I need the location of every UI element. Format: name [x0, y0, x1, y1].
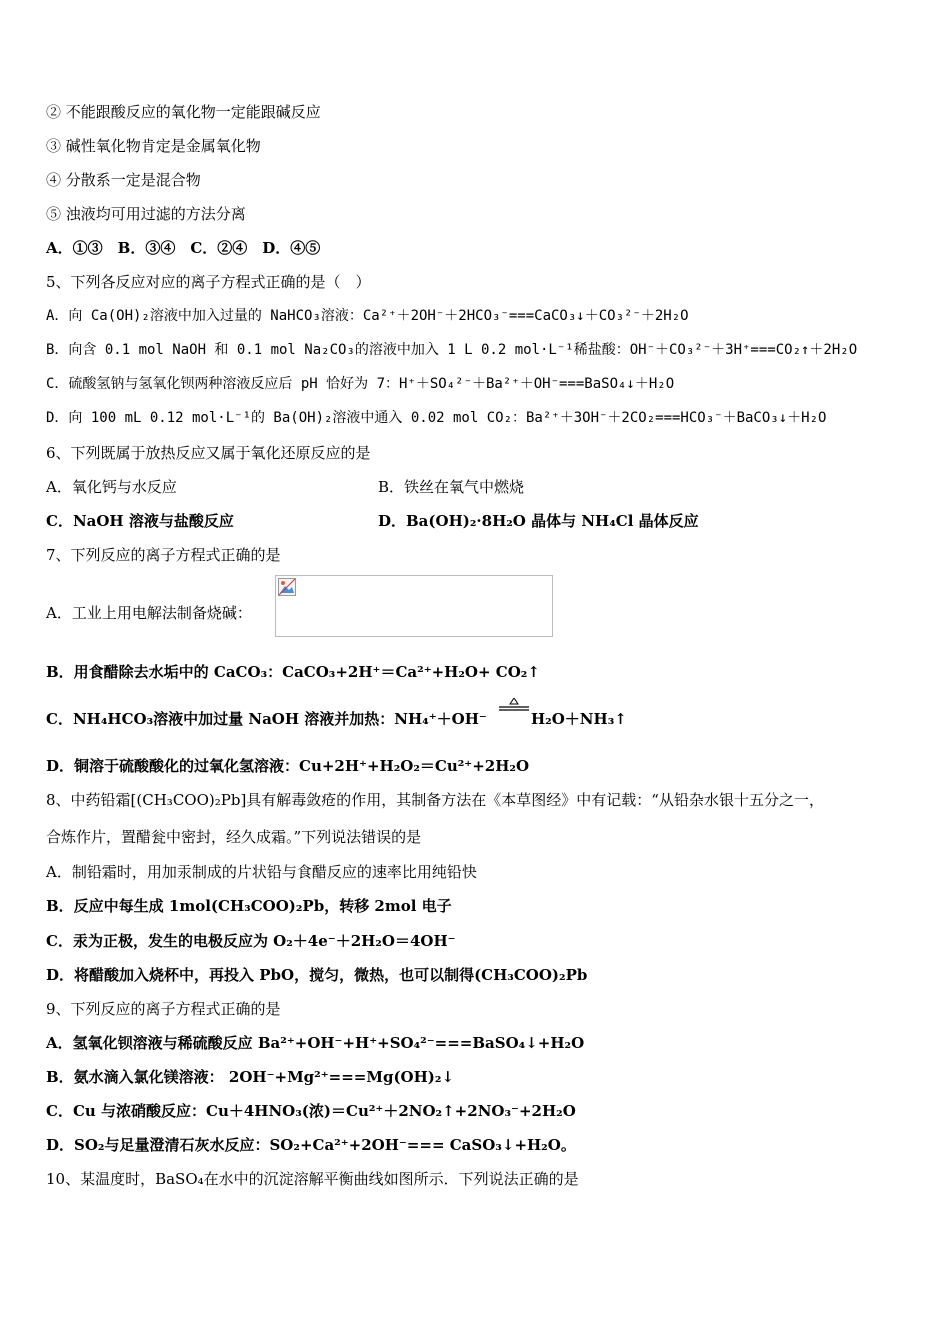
equation-image-placeholder [275, 575, 553, 637]
q9-option-c: C．Cu 与浓硝酸反应：Cu＋4HNO₃(浓)＝Cu²⁺＋2NO₂↑+2NO₃⁻+2H₂O [46, 1102, 576, 1120]
question-5: 5、下列各反应对应的离子方程式正确的是（ ） [46, 273, 371, 291]
q7-option-c-left: C．NH₄HCO₃溶液中加过量 NaOH 溶液并加热：NH₄⁺＋OH⁻ [46, 710, 487, 728]
q5-option-d: D．向 100 mL 0.12 mol·L⁻¹的 Ba(OH)₂溶液中通入 0.02 mol CO₂：Ba²⁺＋3OH⁻＋2CO₂===HCO₃⁻＋BaCO₃↓＋H₂O [46, 410, 827, 426]
q6-option-a: A．氧化钙与水反应 [46, 478, 177, 496]
q7-option-c-right: H₂O＋NH₃↑ [531, 710, 627, 728]
question-9: 9、下列反应的离子方程式正确的是 [46, 1000, 281, 1018]
question-8: 8、中药铅霜[(CH₃COO)₂Pb]具有解毒敛疮的作用，其制备方法在《本草图经》中有记载：“从铅杂水银十五分之一， [46, 791, 824, 809]
statement-3: ③ 碱性氧化物肯定是金属氧化物 [46, 137, 261, 155]
q7-option-d: D．铜溶于硫酸酸化的过氧化氢溶液：Cu+2H⁺+H₂O₂＝Cu²⁺+2H₂O [46, 757, 530, 775]
q5-option-a: A．向 Ca(OH)₂溶液中加入过量的 NaHCO₃溶液：Ca²⁺＋2OH⁻＋2HCO₃⁻===CaCO₃↓＋CO₃²⁻＋2H₂O [46, 308, 689, 324]
q5-option-b: B．向含 0.1 mol NaOH 和 0.1 mol Na₂CO₃的溶液中加入 1 L 0.2 mol·L⁻¹稀盐酸：OH⁻＋CO₃²⁻＋3H⁺===CO₂↑＋2H₂O [46, 342, 858, 358]
q4-options: A．①③ B．③④ C．②④ D．④⑤ [46, 239, 321, 257]
q8-option-a: A．制铅霜时，用加汞制成的片状铅与食醋反应的速率比用纯铅快 [46, 863, 477, 881]
question-7: 7、下列反应的离子方程式正确的是 [46, 546, 281, 564]
broken-image-icon [278, 578, 296, 596]
q6-option-b: B．铁丝在氧气中燃烧 [378, 478, 525, 496]
q6-option-c: C．NaOH 溶液与盐酸反应 [46, 512, 234, 530]
q9-option-d: D．SO₂与足量澄清石灰水反应：SO₂+Ca²⁺+2OH⁻=== CaSO₃↓+H₂O。 [46, 1136, 576, 1154]
statement-4: ④ 分散系一定是混合物 [46, 171, 201, 189]
q6-option-d: D．Ba(OH)₂·8H₂O 晶体与 NH₄Cl 晶体反应 [378, 512, 699, 530]
heat-equal-sign-icon [499, 698, 529, 712]
q8-option-c: C．汞为正极，发生的电极反应为 O₂＋4e⁻＋2H₂O＝4OH⁻ [46, 932, 456, 950]
question-10: 10、某温度时，BaSO₄在水中的沉淀溶解平衡曲线如图所示．下列说法正确的是 [46, 1170, 579, 1188]
q8-option-b: B．反应中每生成 1mol(CH₃COO)₂Pb，转移 2mol 电子 [46, 897, 452, 915]
q7-option-a: A．工业上用电解法制备烧碱： [46, 604, 252, 622]
statement-2: ② 不能跟酸反应的氧化物一定能跟碱反应 [46, 103, 321, 121]
statement-5: ⑤ 浊液均可用过滤的方法分离 [46, 205, 246, 223]
q9-option-b: B．氨水滴入氯化镁溶液： 2OH⁻+Mg²⁺===Mg(OH)₂↓ [46, 1068, 455, 1086]
q8-option-d: D．将醋酸加入烧杯中，再投入 PbO，搅匀，微热，也可以制得(CH₃COO)₂Pb [46, 966, 588, 984]
q9-option-a: A．氢氧化钡溶液与稀硫酸反应 Ba²⁺+OH⁻+H⁺+SO₄²⁻===BaSO₄↓+H₂O [46, 1034, 585, 1052]
q5-option-c: C．硫酸氢钠与氢氧化钡两种溶液反应后 pH 恰好为 7：H⁺＋SO₄²⁻＋Ba²⁺＋OH⁻===BaSO₄↓＋H₂O [46, 376, 675, 392]
q7-option-b: B．用食醋除去水垢中的 CaCO₃：CaCO₃+2H⁺＝Ca²⁺+H₂O+ CO₂↑ [46, 663, 540, 681]
question-8-continued: 合炼作片，置醋瓮中密封，经久成霜。”下列说法错误的是 [46, 828, 422, 846]
question-6: 6、下列既属于放热反应又属于氧化还原反应的是 [46, 444, 371, 462]
